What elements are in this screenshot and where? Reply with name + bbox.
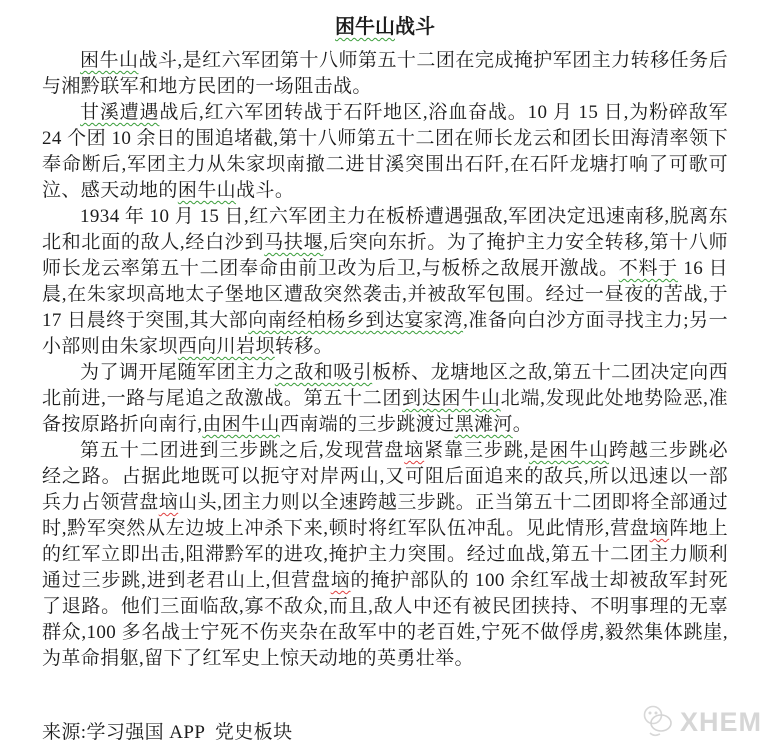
- document-title: [42, 14, 728, 40]
- text-run: ,后突向东折。为了掩护主力安全转移,第十八师师长龙云率第五十二团奉命由前卫改为后卫,与板桥之敌展开激战。: [42, 232, 729, 279]
- text-run: 北端,发现此处地势险恶,准备按原路折向南行,: [42, 388, 728, 435]
- spellcheck-green-underlined-text: 困牛山: [335, 16, 395, 38]
- text-run: 转移。: [274, 336, 334, 357]
- paragraph: [42, 360, 728, 438]
- spellcheck-green-underlined-text: 不料于: [618, 258, 678, 279]
- spellcheck-green-underlined-text: 困牛山: [177, 180, 237, 201]
- text-run: 紧靠三步跳,: [424, 440, 529, 461]
- text-run: 跨越三步跳必经之路。占据此地既可以扼守对岸两山,又可阻后面追来的敌兵,所以迅速以一部兵力占领营盘: [42, 440, 729, 513]
- paragraph: [42, 438, 728, 672]
- text-run: 战斗,是红六军团第十八师第五十二团在完成掩护军团主力转移任务后与湘黔联军和地方民团的一场阻击战。: [42, 50, 729, 97]
- text-run: 。: [512, 414, 533, 435]
- text-run: 山头,团主力则以全速跨越三步跳。正当第五十二团即将全部通过时,黔军突然从左边坡上冲杀下来,顿时将红军队伍冲乱。见此情形,营盘: [42, 492, 728, 539]
- article-body: [42, 48, 728, 672]
- spellcheck-red-underlined-text: 垴: [649, 518, 670, 539]
- spellcheck-red-underlined-text: 垴: [158, 492, 179, 513]
- watermark: [640, 703, 762, 741]
- text-run: 阵地上的红军立即出击,阻滞黔军的进攻,掩护主力突围。经过血战,第五十二团主力顺利通过三步跳,进到老君山上,但营盘: [42, 518, 729, 591]
- spellcheck-green-underlined-text: 到达宴家湾: [365, 310, 464, 331]
- text-run: ,准备向白沙方面寻找主力;另一小部则由朱家坝: [42, 310, 729, 357]
- spellcheck-green-underlined-text: 甘溪遭遇: [80, 102, 160, 123]
- paragraph: [42, 48, 728, 100]
- spellcheck-green-underlined-text: 西向川岩坝: [177, 336, 275, 357]
- spellcheck-red-underlined-text: 垴: [404, 440, 425, 461]
- spellcheck-green-underlined-text: 向南经柏杨乡: [248, 310, 366, 331]
- text-run: 为了调开尾随军团主力: [80, 362, 275, 383]
- text-run: 的掩护部队的 100 余红军战士却被敌军封死了退路。他们三面临敌,寡不敌众,而且,敌人中还有被民团挟持、不明事理的无辜群众,100 多名战士宁死不伤夹杂在敌军中的老百姓,宁死不做俘虏,毅然集体跳崖,为革命捐躯,留下了红军史上惊天动地的英勇壮举。: [42, 570, 728, 669]
- spellcheck-green-underlined-text: 之敌和吸引: [274, 362, 373, 383]
- spellcheck-red-underlined-text: 垴: [330, 570, 351, 591]
- spellcheck-green-underlined-text: 困牛山: [80, 50, 139, 71]
- spellcheck-green-underlined-text: 黑滩河: [454, 414, 513, 435]
- text-run: 西南端的三步跳渡过: [279, 414, 455, 435]
- watermark-text: XHEM: [679, 706, 762, 737]
- spellcheck-green-underlined-text: 到达困牛山: [402, 388, 501, 409]
- text-run: 战后,红六军团转战于石阡地区,浴血奋战。10 月 15 日,为粉碎敌军 24 个团 10 余日的围追堵截,第十八师第五十二团在师长龙云和团长田海清率领下奉命断后,军团主力从朱家坝南撤二进甘溪突围出石阡,在石阡龙塘打响了可歌可泣、感天动地的: [42, 102, 728, 201]
- text-run: 板桥、龙塘地区之敌,第五十二团决定向西北前进,一路与尾追之敌激战。第五十二团: [42, 362, 728, 409]
- text-run: 1934 年 10 月 15 日,红六军团主力在板桥遭遇强敌,军团决定迅速南移,脱离东北和北面的敌人,经白沙到: [42, 206, 728, 253]
- spellcheck-green-underlined-text: 马扶堰: [264, 232, 324, 253]
- source-line: 来源:学习强国 APP 党史板块: [42, 722, 293, 743]
- text-run: 第五十二团进到三步跳之后,发现营盘: [80, 440, 405, 461]
- spellcheck-green-underlined-text: 是困牛山: [528, 440, 610, 461]
- text-run: 战斗: [395, 16, 435, 38]
- text-run: 战斗。: [236, 180, 295, 201]
- text-run: 16 日晨,在朱家坝高地太子堡地区遭敌突然袭击,并被敌军包围。经过一昼夜的苦战,于 17 日晨终于突围,其大部: [42, 258, 728, 331]
- paragraph: [42, 100, 728, 204]
- paragraph: [42, 204, 728, 360]
- watermark-logo-icon: [640, 703, 676, 741]
- spellcheck-green-underlined-text: 由困牛山: [202, 414, 280, 435]
